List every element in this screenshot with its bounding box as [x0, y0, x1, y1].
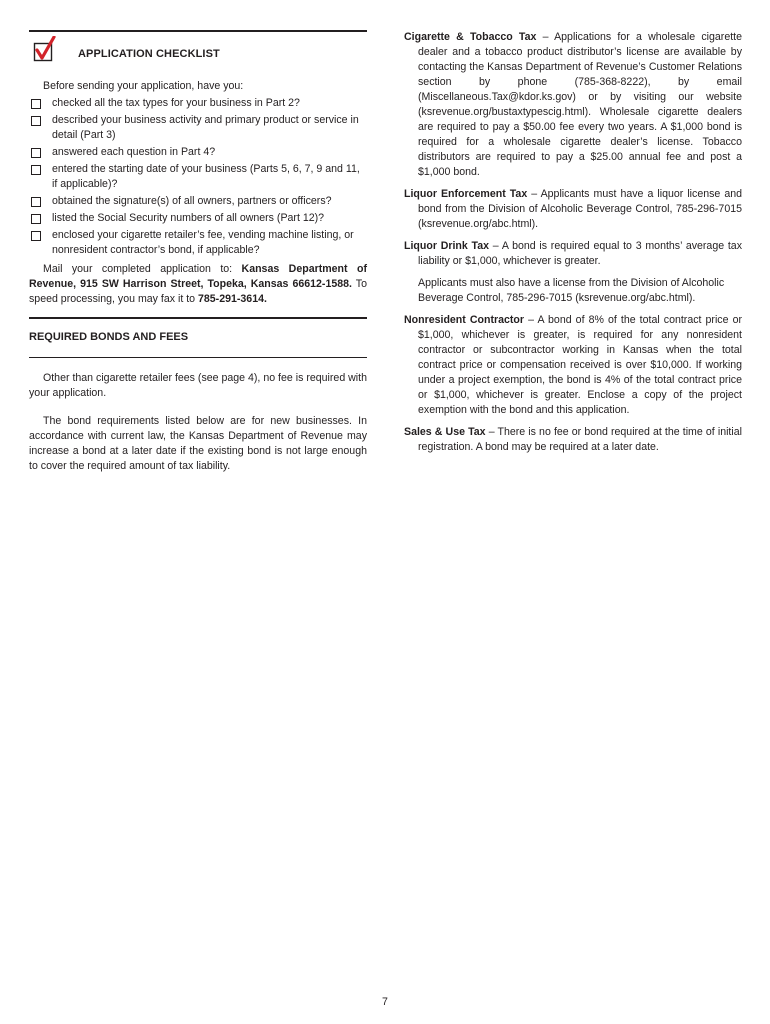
checklist-item-text: answered each question in Part 4?: [52, 146, 216, 158]
liquor-drink-note: Applicants must also have a license from the Division of Alcoholic Beverage Control, 785-296-7015 (ksrevenue.org/abc.html).: [418, 277, 725, 304]
checklist-item-text: obtained the signature(s) of all owners, partners or officers?: [52, 195, 332, 207]
left-column: [29, 30, 367, 474]
checkbox[interactable]: [31, 231, 41, 241]
checklist-item: [29, 211, 367, 226]
checklist-item: [29, 228, 367, 258]
right-column: [404, 30, 742, 462]
checklist-item-text: checked all the tax types for your business in Part 2?: [52, 97, 300, 109]
entry-text: – A bond of 8% of the total contract price or $1,000, whichever is greater, is required for any nonresident contractor or subcontractor working in Kansas when the total contract price or compensation received is over $10,000. If working under a project exemption, the bond is 4% of the total contract price or $1,000, whichever is greater. Enclose a copy of the project exemption with the bond and this application.: [418, 314, 742, 416]
mailing-instructions: [29, 262, 367, 307]
checkbox[interactable]: [31, 165, 41, 175]
checklist-header: [29, 32, 367, 62]
section-rule: [29, 317, 367, 319]
checklist-item-text: entered the starting date of your business (Parts 5, 6, 7, 9 and 11, if applicable)?: [52, 163, 360, 190]
tax-entry-cigarette: [404, 30, 742, 180]
tax-entry-liquor-drink: [404, 239, 742, 269]
bonds-section-title: REQUIRED BONDS AND FEES: [29, 331, 189, 343]
bonds-paragraph: The bond requirements listed below are for new businesses. In accordance with current law, the Kansas Department of Revenue may increase a bond at a later date if the existing bond is not large enough to cover the required amount of tax liability.: [29, 415, 367, 472]
checklist-title: APPLICATION CHECKLIST: [78, 48, 220, 60]
entry-text: – A bond is required equal to 3 months’ average tax liability or $1,000, whichever is greater.: [418, 240, 742, 267]
checkbox[interactable]: [31, 197, 41, 207]
tax-entry-liquor-enforcement: [404, 187, 742, 232]
page-number: 7: [382, 996, 388, 1008]
entry-heading: Cigarette & Tobacco Tax: [404, 31, 537, 43]
checkbox[interactable]: [31, 99, 41, 109]
fax-number: 785-291-3614.: [198, 293, 267, 305]
mail-address: Kansas Department of Revenue, 915 SW Harrison Street, Topeka, Kansas 66612-1588.: [29, 263, 367, 290]
entry-heading: Sales & Use Tax: [404, 426, 486, 438]
checklist-item: [29, 162, 367, 192]
checklist-item: [29, 145, 367, 160]
mail-prefix: Mail your completed application to:: [43, 263, 242, 275]
checklist-item-text: enclosed your cigarette retailer’s fee, vending machine listing, or nonresident contractor’s bond, if applicable?: [52, 229, 354, 256]
fax-prefix: To speed processing, you may fax it to: [29, 278, 367, 305]
checkbox[interactable]: [31, 116, 41, 126]
checklist-item: [29, 194, 367, 209]
section-title-rule: [29, 357, 367, 358]
tax-entry-nonresident-contractor: [404, 313, 742, 418]
tax-entry-sales-use: [404, 425, 742, 455]
entry-text: – Applications for a wholesale cigarette dealer and a tobacco product distributor’s license are available by contacting the Kansas Department of Revenue’s Customer Relations section by phone (785-368-8222), by email (Miscellaneous.Tax@kdor.ks.gov) or by visiting our website (ksrevenue.org/bustaxtypescig.html). Wholesale cigarette dealers are required to pay a $50.00 fee every two years. A $1,000 bond is required for a wholesale cigarette dealer’s license. Tobacco distributors are required to pay a $25.00 annual fee and post a $1,000 bond.: [418, 31, 743, 178]
entry-heading: Liquor Enforcement Tax: [404, 188, 528, 200]
checklist-item-text: described your business activity and primary product or service in detail (Part 3): [52, 114, 359, 141]
checkbox[interactable]: [31, 148, 41, 158]
checklist-items: [29, 96, 367, 258]
checkmark-box-icon: [33, 36, 57, 62]
entry-text: – There is no fee or bond required at the time of initial registration. A bond may be required at a later date.: [418, 426, 742, 453]
checklist-item: [29, 113, 367, 143]
checklist-item: [29, 96, 367, 111]
entry-text: – Applicants must have a liquor license and bond from the Division of Alcoholic Beverage Control, 785-296-7015 (ksrevenue.org/abc.html).: [418, 188, 742, 230]
bonds-paragraph: Other than cigarette retailer fees (see page 4), no fee is required with your application.: [29, 372, 367, 399]
checklist-item-text: listed the Social Security numbers of all owners (Part 12)?: [52, 212, 325, 224]
checkbox[interactable]: [31, 214, 41, 224]
entry-heading: Liquor Drink Tax: [404, 240, 490, 252]
checklist-intro: Before sending your application, have you:: [43, 80, 244, 92]
entry-heading: Nonresident Contractor: [404, 314, 525, 326]
